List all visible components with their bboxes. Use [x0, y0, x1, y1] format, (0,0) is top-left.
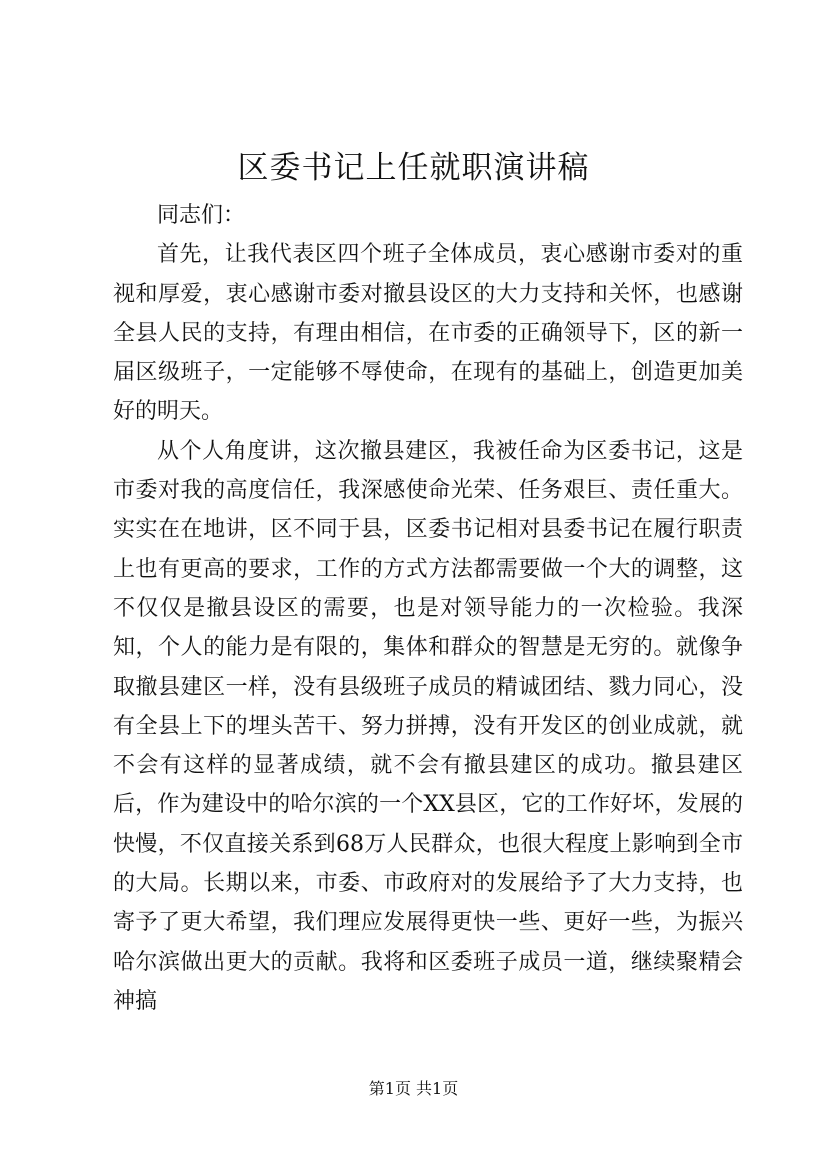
paragraph-2: 从个人角度讲，这次撤县建区，我被任命为区委书记，这是市委对我的高度信任，我深感使命光荣、任务艰巨、责任重大。实实在在地讲，区不同于县，区委书记相对县委书记在履行职责上也有更高的要求，工作的方式方法都需要做一个大的调整，这不仅仅是撤县设区的需要，也是对领导能力的一次检验。我深知，个人的能力是有限的，集体和群众的智慧是无穷的。就像争取撤县建区一样，没有县级班子成员的精诚团结、戮力同心，没有全县上下的埋头苦干、努力拼搏，没有开发区的创业成就，就不会有这样的显著成绩，就不会有撤县建区的成功。撤县建区后，作为建设中的哈尔滨的一个XX县区，它的工作好坏，发展的快慢，不仅直接关系到68万人民群众，也很大程度上影响到全市的大局。长期以来，市委、市政府对的发展给予了大力支持，也寄予了更大希望，我们理应发展得更快一些、更好一些，为振兴哈尔滨做出更大的贡献。我将和区委班子成员一道，继续聚精会神搞 [113, 438, 743, 1014]
document-body [113, 196, 743, 1021]
page-number-footer: 第1页 共1页 [368, 1079, 459, 1098]
paragraph-1: 首先，让我代表区四个班子全体成员，衷心感谢市委对的重视和厚爱，衷心感谢市委对撤县设区的大力支持和关怀，也感谢全县人民的支持，有理由相信，在市委的正确领导下，区的新一届区级班子，一定能够不辱使命，在现有的基础上，创造更加美好的明天。 [113, 242, 743, 425]
document-title: 区委书记上任就职演讲稿 [237, 150, 590, 186]
salutation: 同志们： [157, 203, 246, 228]
